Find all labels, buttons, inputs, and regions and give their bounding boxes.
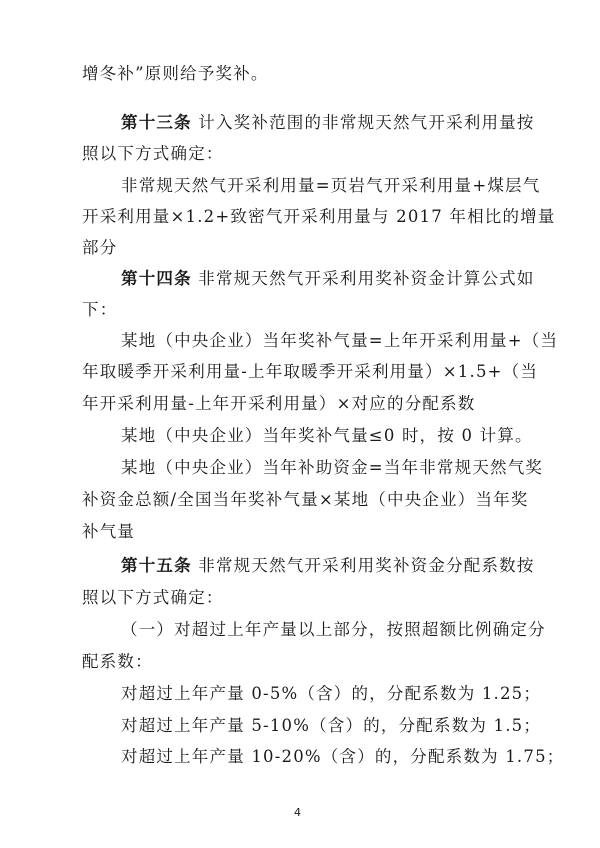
line-text: 开采利用量×1.2+致密气开采利用量与 2017 年相比的增量 [82,207,556,226]
text-line [82,144,224,164]
text-line [82,490,529,510]
line-text: 对超过上年产量 0-5%（含）的，分配系数为 1.25； [121,684,542,703]
text-line [82,588,224,608]
line-text: 非常规天然气开采利用奖补资金分配系数按 [198,556,535,575]
article-number: 第十五条 [121,556,192,575]
line-text: 对超过上年产量 10-20%（含）的，分配系数为 1.75； [121,747,565,766]
line-text: 某地（中央企业）当年奖补气量=上年开采利用量+（当 [121,331,559,350]
line-text: 计入奖补范围的非常规天然气开采利用量按 [198,113,535,132]
line-text: 配系数： [82,652,153,671]
line-text: 年取暖季开采利用量-上年取暖季开采利用量）×1.5+（当 [82,362,539,381]
article-14-heading [121,269,535,289]
line-text: 对超过上年产量 5-10%（含）的，分配系数为 1.5； [121,716,542,735]
line-text: 非常规天然气开采利用量=页岩气开采利用量+煤层气 [121,176,541,195]
text-line [121,716,541,736]
article-number: 第十四条 [121,269,192,288]
text-line [121,747,564,767]
text-line [82,522,135,542]
text-line [82,300,117,320]
line-text: 照以下方式确定： [82,588,224,607]
line-text: 补气量 [82,522,136,541]
page-number: 4 [294,806,301,819]
line-text: 部分 [82,238,118,257]
text-line [82,652,153,672]
text-line [121,426,533,446]
text-line [121,620,546,640]
text-line [121,176,540,196]
text-line [82,207,556,227]
line-text: 某地（中央企业）当年补助资金=当年非常规天然气奖 [121,458,544,477]
line-text: 下： [82,300,118,319]
text-line [121,684,541,704]
line-text: 补资金总额/全国当年奖补气量×某地（中央企业）当年奖 [82,490,529,509]
line-text: 非常规天然气开采利用奖补资金计算公式如 [198,269,535,288]
text-line [82,238,117,258]
line-text: （一）对超过上年产量以上部分，按照超额比例确定分 [121,620,546,639]
line-text: 某地（中央企业）当年奖补气量≤0 时，按 0 计算。 [121,426,533,445]
line-text: 年开采利用量-上年开采利用量）×对应的分配系数 [82,394,476,413]
line-text: 照以下方式确定： [82,144,224,163]
text-line [82,394,476,414]
text-line [121,331,558,351]
article-13-heading [121,113,535,133]
line-text: 增冬补”原则给予奖补。 [82,64,269,83]
text-line [82,362,538,382]
text-line [121,458,543,478]
article-number: 第十三条 [121,113,192,132]
article-15-heading [121,556,535,576]
text-line [82,64,269,84]
